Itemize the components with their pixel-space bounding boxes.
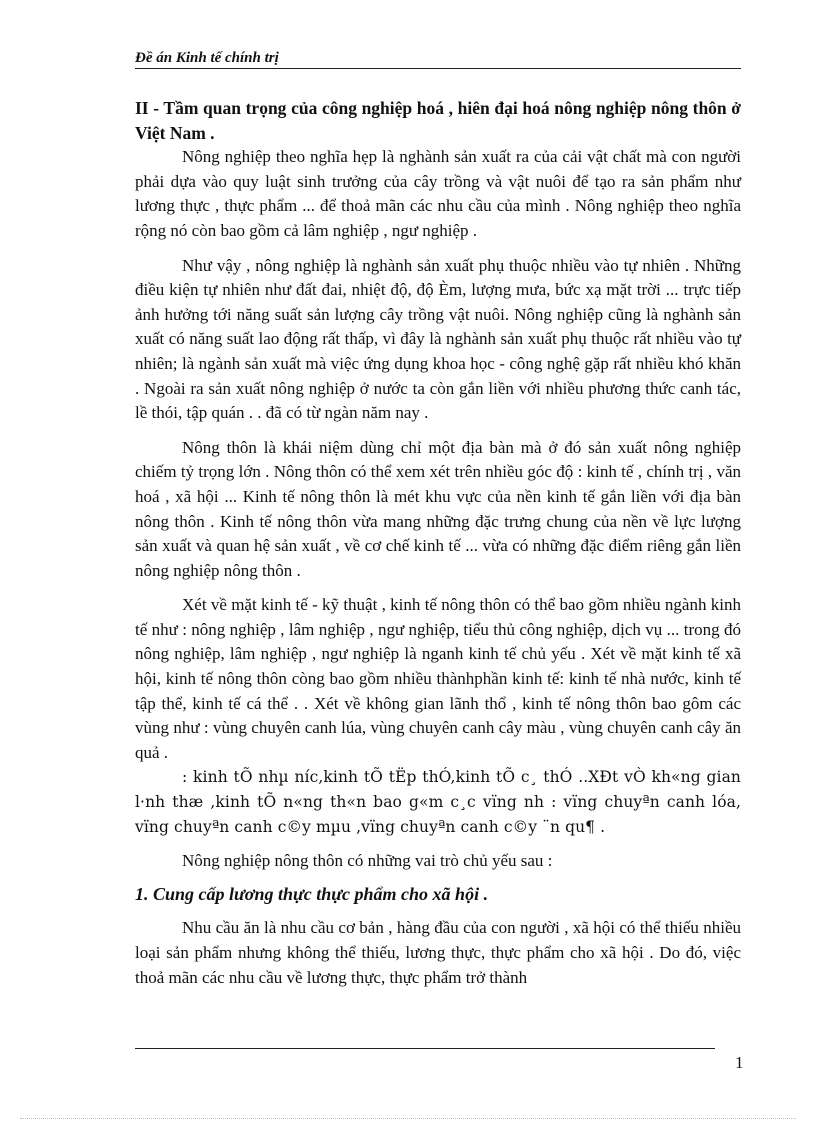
- footer-divider: [135, 1048, 715, 1049]
- header-title: Đề án Kinh tế chính trị: [135, 50, 279, 66]
- paragraph-agriculture-definition: Nông nghiệp theo nghĩa hẹp là nghành sản xuất ra của cải vật chất mà con người phải dựa vào quy luật sinh trưởng của cây trồng và vật nuôi để tạo ra sản phẩm như lương thực , thực phẩm ... để thoả mãn các nhu cầu của mình . Nông nghiệp theo nghĩa rộng nó còn bao gồm cả lâm nghiệp , ngư nghiệp .: [135, 147, 741, 240]
- paragraph-rural-economy-sectors: Xét về mặt kinh tế - kỹ thuật , kinh tế nông thôn có thể bao gồm nhiều ngành kinh tế như : nông nghiệp , lâm nghiệp , ngư nghiệp, tiểu thủ công nghiệp, dịch vụ ... trong đó nông nghiệp, lâm nghiệp , ngư nghiệp là nganh kinh tế chủ yếu . Xét về mặt kinh tế xã hội, kinh tế nông thôn còng bao gồm nhiều thànhphần kinh tế: kinh tế nhà nước, kinh tế tập thể, kinh tế cá thể . . Xét về không gian lãnh thổ , kinh tế nông thôn bao gôm các vùng như : vùng chuyên canh lúa, vùng chuyên canh cây màu , vùng chuyên canh cây ăn quả .: [135, 595, 741, 762]
- page-body: [135, 96, 741, 990]
- paragraph-food-supply: Nhu cầu ăn là nhu cầu cơ bản , hàng đầu của con người , xã hội có thể thiếu nhiều loại sản phẩm nhưng không thể thiếu, lương thực, thực phẩm cho xã hội . Do đó, việc thoả mãn các nhu cầu về lương thực, thực phẩm trở thành: [135, 918, 741, 987]
- paragraph-rural-definition: Nông thôn là khái niệm dùng chỉ một địa bàn mà ở đó sản xuất nông nghiệp chiếm tỷ trọng lớn . Nông thôn có thể xem xét trên nhiều góc độ : kinh tế , chính trị , văn hoá , xã hội ... Kinh tế nông thôn là mét khu vực của nền kinh tế gắn liền với địa bàn nông thôn . Kinh tế nông thôn vừa mang những đặc trưng chung của nền về lực lượng sản xuất và quan hệ sản xuất , về cơ chế kinh tế ... vừa có những đặc điểm riêng gắn liền nông nghiệp nông thôn .: [135, 437, 741, 580]
- subsection-title: 1. Cung cấp lương thực thực phẩm cho xã hội .: [135, 883, 489, 904]
- page-edge-divider: [20, 1118, 796, 1119]
- header-divider: [135, 68, 741, 69]
- section-title: II - Tầm quan trọng của công nghiệp hoá , hiên đại hoá nông nghiệp nông thôn ở Việt Nam .: [135, 98, 741, 143]
- page-number: 1: [735, 1053, 744, 1072]
- paragraph-roles-intro: Nông nghiệp nông thôn có những vai trò chủ yếu sau :: [182, 851, 553, 871]
- paragraph-garbled-encoding: : kinh tÕ nhµ níc,kinh tÕ tËp thÓ,kinh tÕ c¸ thÓ ..XÐt vÒ kh«ng gian l·nh thæ ,kinh tÕ n«ng th«n bao g«m c¸c vïng nh : vïng chuyªn canh lóa, vïng chuyªn canh c©y mµu ,vïng chuyªn canh c©y ¨n qu¶ .: [135, 768, 741, 836]
- paragraph-nature-dependence: Như vậy , nông nghiệp là nghành sản xuất phụ thuộc nhiều vào tự nhiên . Những điều kiện tự nhiên như đất đai, nhiệt độ, độ Èm, lượng mưa, bức xạ mặt trời ... trực tiếp ảnh hưởng tới năng suất sản lượng cây trồng vật nuôi. Nông nghiệp cũng là nghành sản xuất có năng suất lao động rất thấp, vì đây là nghành sản xuất phụ thuộc rất nhiều vào tự nhiên; là ngành sản xuất mà việc ứng dụng khoa học - công nghệ gặp rất nhiều khó khăn . Ngoài ra sản xuất nông nghiệp ở nước ta còn gắn liền với nhiều phương thức canh tác, lề thói, tập quán . . đã có từ ngàn năm nay .: [135, 255, 741, 423]
